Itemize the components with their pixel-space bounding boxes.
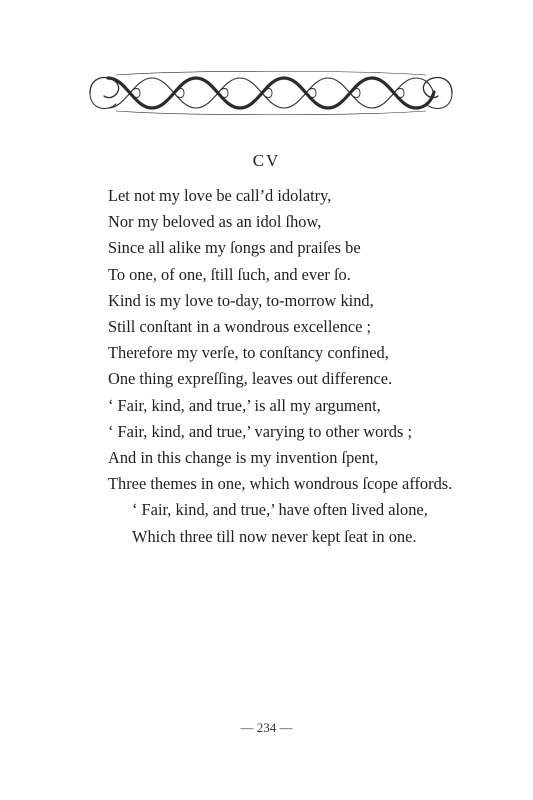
sonnet-number-heading: CV (252, 151, 281, 170)
poem-line: Therefore my verſe, to conſtancy confined, (108, 343, 389, 363)
sonnet-text (108, 183, 528, 550)
flourish-ornament-icon (86, 70, 456, 116)
poem-line: Still conſtant in a wondrous excellence ; (108, 317, 372, 337)
poem-line: And in this change is my invention ſpent, (108, 448, 379, 468)
couplet-line: Which three till now never kept ſeat in one. (132, 526, 417, 546)
poem-line: Three themes in one, which wondrous ſcope affords. (108, 474, 453, 494)
page-number: — 234 — (240, 720, 293, 735)
poem-line: ‘ Fair, kind, and true,’ is all my argument, (108, 395, 381, 415)
poem-line: To one, of one, ſtill ſuch, and ever ſo. (108, 264, 351, 284)
poem-line: Let not my love be call’d idolatry, (108, 186, 332, 205)
poem-line: Nor my beloved as an idol ſhow, (108, 212, 322, 232)
couplet-line: ‘ Fair, kind, and true,’ have often lived alone, (132, 500, 428, 520)
poem-line: Kind is my love to-day, to-morrow kind, (108, 290, 374, 310)
poem-line: Since all alike my ſongs and praiſes be (108, 238, 361, 258)
poem-line: One thing expreſſing, leaves out difference. (108, 369, 393, 389)
poem-line: ‘ Fair, kind, and true,’ varying to other words ; (108, 421, 413, 441)
